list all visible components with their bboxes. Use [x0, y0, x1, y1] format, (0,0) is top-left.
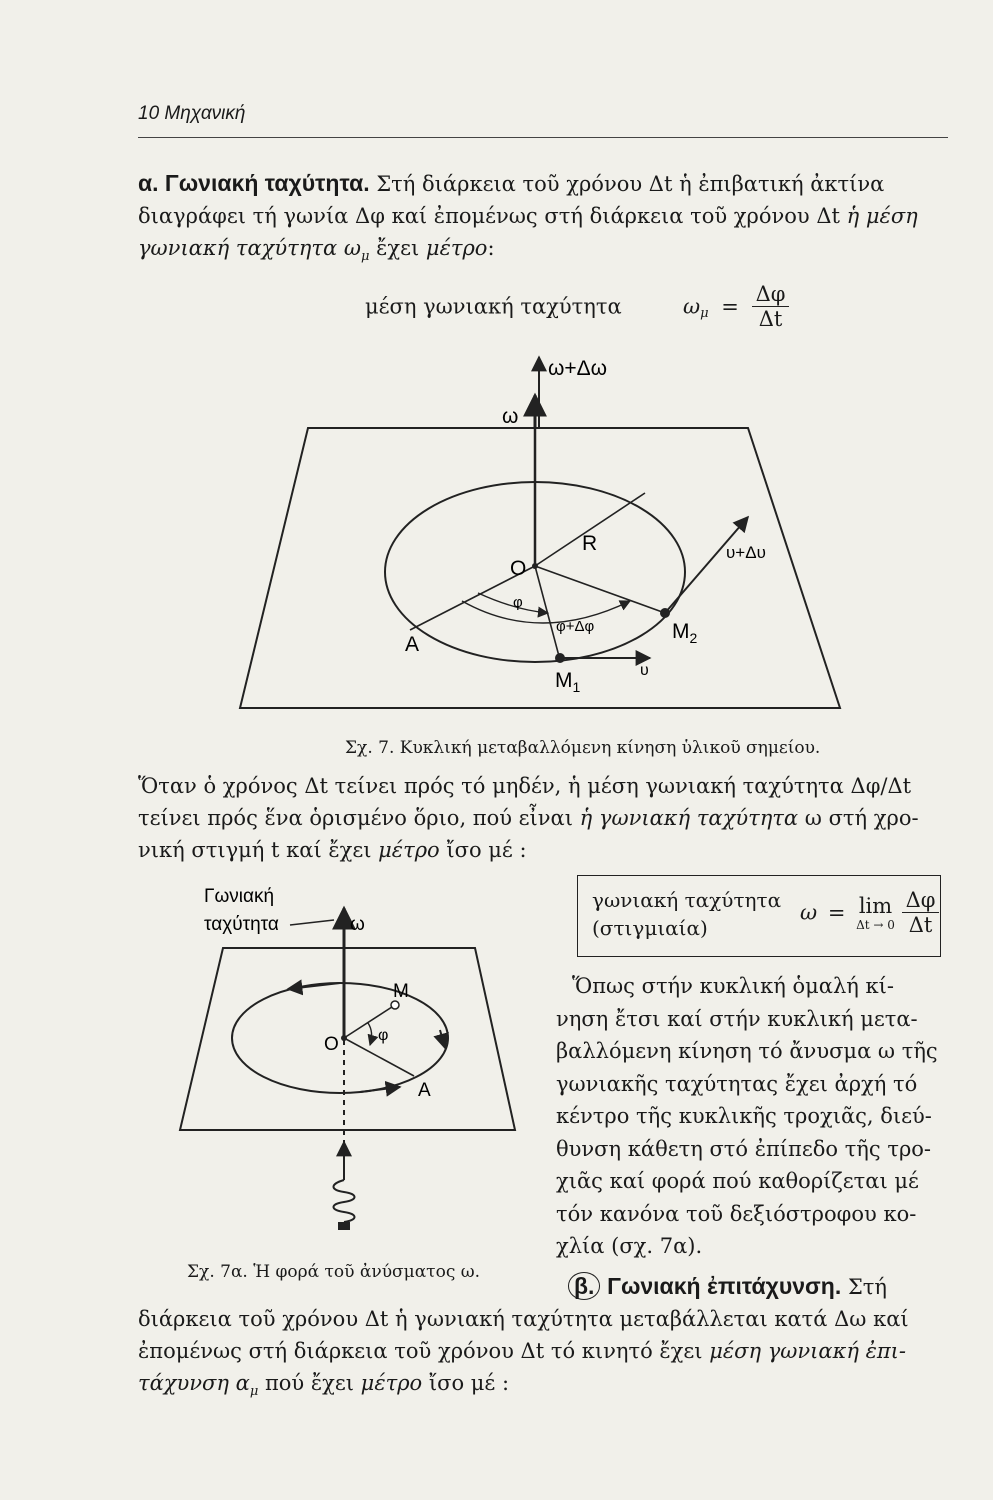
radius-M2: [535, 566, 665, 613]
para3-line-2: βαλλόμενη κίνηση τό ἄνυσμα ω τῆς: [556, 1039, 938, 1063]
box-line1: γωνιακή ταχύτητα: [592, 888, 782, 912]
para3-line-4: κέντρο τῆς κυκλικῆς τροχιᾶς, διεύ-: [556, 1104, 932, 1128]
label-omega-7a: ω: [350, 914, 365, 935]
section-b-line3-italic: μέση γωνιακή ἐπι-: [709, 1339, 906, 1363]
label-O: O: [510, 557, 527, 580]
box-num: Δφ: [902, 888, 940, 913]
rotation-arrow-right: [440, 1030, 445, 1048]
page-header: 10 Μηχανική: [138, 103, 246, 124]
label-pointer-7a: [290, 920, 334, 925]
para2-line2b: ω στή χρο-: [804, 806, 919, 830]
section-b-line2: διάρκεια τοῦ χρόνου Δt ἡ γωνιακή ταχύτητα μεταβάλλεται κατά Δω καί: [138, 1307, 909, 1331]
instantaneous-angular-velocity-box: [577, 875, 941, 957]
point-O-7a: [341, 1035, 347, 1041]
para3-line-1: νηση ἔτσι καί στήν κυκλική μετα-: [556, 1006, 918, 1031]
label-R: R: [582, 532, 598, 555]
formula-mean-fraction: [752, 282, 790, 331]
header-rule: [138, 137, 948, 138]
section-b-line4c: ἴσο μέ :: [428, 1371, 510, 1395]
section-b-heading: Γωνιακή ἐπιτάχυνση.: [607, 1273, 842, 1299]
figure-7: [230, 345, 850, 725]
section-b-line4: [138, 1367, 950, 1408]
box-line2: (στιγμιαία): [592, 916, 708, 940]
para3-line-7: τόν κανόνα τοῦ δεξιόστροφου κο-: [556, 1201, 917, 1226]
section-a-italic2: γωνιακή ταχύτητα ω: [138, 236, 361, 260]
label-taxytita: ταχύτητα: [204, 914, 279, 935]
formula-mean-num: Δφ: [752, 282, 790, 307]
section-b-line4-italic2: μέτρο: [360, 1371, 423, 1395]
section-b: [138, 1270, 950, 1408]
label-omega: ω: [502, 405, 519, 428]
para3-line-6: χιᾶς καί φορά πού καθορίζεται μέ: [556, 1169, 919, 1193]
para2-line3b: ἴσο μέ :: [446, 838, 527, 862]
formula-mean-den: Δt: [758, 307, 783, 331]
section-a-line3: [138, 232, 950, 273]
section-b-sub-mu: μ: [249, 1384, 259, 1400]
label-phi: φ: [513, 594, 523, 611]
screw-icon: [334, 1180, 355, 1222]
label-omega-plus: ω+Δω: [548, 357, 608, 380]
figure-7a: [170, 880, 550, 1250]
formula-mean-lhs: ω: [683, 294, 701, 319]
circle-7a: [232, 983, 448, 1093]
formula-mean-sub: μ: [700, 306, 709, 322]
section-a-text3: ἔχει: [376, 236, 420, 260]
label-O-7a: O: [324, 1034, 339, 1055]
formula-mean-label: μέση γωνιακή ταχύτητα: [365, 294, 622, 319]
box-lim: lim: [858, 893, 893, 918]
section-b-line4-italic: τάχυνση α: [138, 1371, 250, 1395]
label-gwniaki: Γωνιακή: [204, 886, 275, 907]
label-phi-plus: φ+Δφ: [556, 618, 595, 635]
section-a-sub-mu: μ: [360, 249, 370, 265]
para2-line2a: τείνει πρός ἕνα ὁρισμένο ὅριο, πού εἶναι: [138, 806, 573, 830]
para3-line-3: γωνιακῆς ταχύτητας ἔχει ἀρχή τό: [556, 1071, 918, 1096]
label-A-7a: A: [418, 1080, 431, 1101]
velocity-u-plus: [665, 517, 748, 613]
section-a-line2: [138, 200, 950, 232]
figure-7a-caption: Σχ. 7α. Ἡ φορά τοῦ ἀνύσματος ω.: [187, 1262, 481, 1282]
section-a: [138, 167, 950, 273]
section-a-line1: [138, 167, 950, 200]
para2-line3a: νική στιγμή t καί ἔχει: [138, 838, 372, 862]
formula-mean-eq: =: [721, 294, 739, 319]
section-a-heading: α. Γωνιακή ταχύτητα.: [138, 170, 370, 196]
box-fraction: [902, 888, 940, 937]
para2-line3-italic: μέτρο: [378, 838, 440, 862]
para2-line3: [138, 834, 950, 866]
section-a-text1: Στή διάρκεια τοῦ χρόνου Δt ἡ ἐπιβατική ἀκτίνα: [376, 172, 885, 196]
point-O: [532, 563, 538, 569]
box-lim-sub: Δt → 0: [856, 917, 895, 932]
para3-line-8: χλία (σχ. 7α).: [556, 1234, 703, 1258]
para2-line2-italic: ἡ γωνιακή ταχύτητα: [579, 806, 799, 830]
section-a-italic1: ἡ μέση: [846, 204, 918, 228]
label-M1: $M_1$: [555, 669, 581, 695]
box-lim-group: [856, 894, 895, 932]
section-b-line4b: πού ἔχει: [264, 1371, 354, 1395]
section-a-text2: διαγράφει τή γωνία Δφ καί ἐπομένως στή διάρκεια τοῦ χρόνου Δt: [138, 204, 840, 228]
section-b-letter: β.: [568, 1272, 600, 1300]
label-u-plus: υ+Δυ: [726, 543, 766, 562]
section-b-line1: [138, 1270, 950, 1303]
section-b-text1: Στή: [847, 1275, 887, 1299]
para2-line2: [138, 802, 950, 834]
para2-line1: Ὅταν ὁ χρόνος Δt τείνει πρός τό μηδέν, ἡ μέση γωνιακή ταχύτητα Δφ/Δt: [138, 774, 912, 798]
paragraph-2: [138, 770, 950, 866]
label-phi-7a: φ: [378, 1027, 389, 1044]
label-M-7a: M: [393, 981, 409, 1002]
label-u: υ: [640, 662, 649, 679]
radius-R: [535, 493, 645, 566]
section-b-line3: [138, 1335, 950, 1367]
formula-mean-angular-velocity: [365, 282, 789, 331]
para3-line-5: θυνση κάθετη στό ἐπίπεδο τῆς τρο-: [556, 1136, 932, 1161]
section-a-metro: μέτρο: [425, 236, 488, 260]
box-eq: =: [827, 900, 846, 925]
label-A: A: [405, 633, 420, 656]
figure-7-caption: Σχ. 7. Κυκλική μεταβαλλόμενη κίνηση ὑλικοῦ σημείου.: [345, 738, 821, 758]
arc-phi-7a: [368, 1023, 372, 1045]
box-den: Δt: [908, 913, 933, 937]
point-M-7a: [391, 1001, 399, 1009]
para3-line-0: Ὅπως στήν κυκλική ὁμαλή κί-: [572, 974, 895, 998]
section-b-line3a: ἐπομένως στή διάρκεια τοῦ χρόνου Δt τό κινητό ἔχει: [138, 1339, 703, 1363]
screw-head-icon: [338, 1222, 350, 1230]
rotation-arrow-bottom: [360, 1087, 400, 1092]
paragraph-3: [556, 970, 950, 1263]
box-lhs: ω: [800, 900, 818, 925]
section-a-colon: :: [487, 236, 495, 260]
label-M2: $M_2$: [672, 620, 698, 646]
